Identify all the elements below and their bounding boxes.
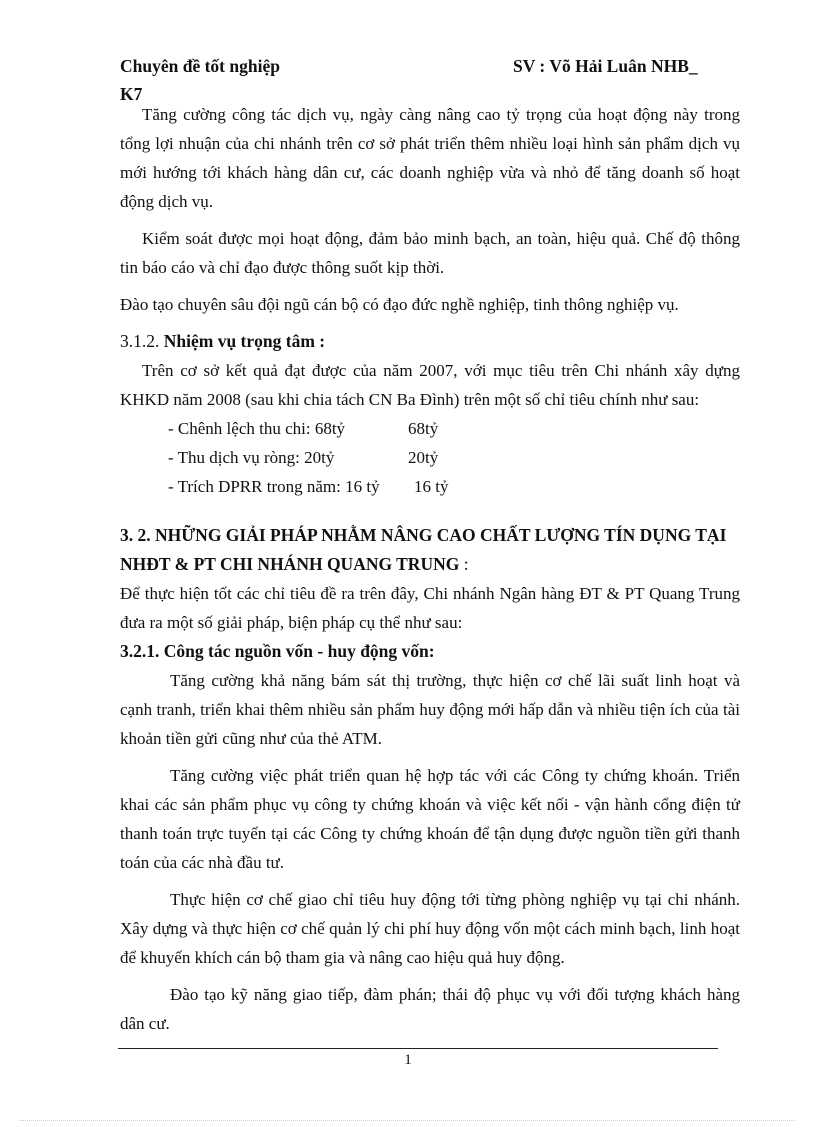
target-label: - Trích DPRR trong năm: 16 tỷ xyxy=(168,477,380,496)
heading-32 xyxy=(120,521,740,579)
header-document-title: Chuyên đề tốt nghiệp xyxy=(120,56,280,76)
paragraph-control: Kiểm soát được mọi hoạt động, đảm bảo minh bạch, an toàn, hiệu quả. Chế độ thông tin báo cáo và chỉ đạo được thông suốt kịp thời. xyxy=(120,229,740,277)
target-label: - Chênh lệch thu chi: 68tỷ xyxy=(168,419,346,438)
paragraph-training: Đào tạo chuyên sâu đội ngũ cán bộ có đạo đức nghề nghiệp, tinh thông nghiệp vụ. xyxy=(120,295,679,314)
header-student-name: SV : Võ Hải Luân NHB_ xyxy=(513,56,698,76)
paragraph-321-skills: Đào tạo kỹ năng giao tiếp, đàm phán; thái độ phục vụ với đối tượng khách hàng dân cư. xyxy=(120,985,740,1033)
list-item xyxy=(168,443,740,472)
page-bottom-edge xyxy=(20,1120,796,1121)
paragraph-321-targets: Thực hiện cơ chế giao chỉ tiêu huy động tới từng phòng nghiệp vụ tại chi nhánh. Xây dựng và thực hiện cơ chế quản lý chi phí huy động vốn một cách minh bạch, linh hoạt để khuyến khích cán bộ tham gia và nâng cao hiệu quả huy động. xyxy=(120,890,740,967)
target-list xyxy=(120,414,740,501)
paragraph-32-intro: Để thực hiện tốt các chỉ tiêu đề ra trên đây, Chi nhánh Ngân hàng ĐT & PT Quang Trung đưa ra một số giải pháp, biện pháp cụ thể như sau: xyxy=(120,584,740,632)
document-body xyxy=(120,100,740,1038)
target-value: 16 tỷ xyxy=(414,477,449,496)
paragraph-312-intro: Trên cơ sở kết quả đạt được của năm 2007, với mục tiêu trên Chi nhánh xây dựng KHKD năm 2008 (sau khi chia tách CN Ba Đình) trên một số chỉ tiêu chính như sau: xyxy=(120,361,740,409)
heading-321: 3.2.1. Công tác nguồn vốn - huy động vốn: xyxy=(120,641,435,661)
list-item xyxy=(168,414,740,443)
list-item xyxy=(168,472,740,501)
target-value: 68tỷ xyxy=(408,419,439,438)
page-number: 1 xyxy=(404,1052,412,1068)
footer-divider xyxy=(118,1048,718,1049)
target-label: - Thu dịch vụ ròng: 20tỷ xyxy=(168,448,335,467)
heading-32-title: NHỮNG GIẢI PHÁP NHẰM NÂNG CAO CHẤT LƯỢNG TÍN DỤNG TẠI NHĐT & PT CHI NHÁNH QUANG TRUNG xyxy=(120,525,727,574)
heading-32-suffix: : xyxy=(459,554,469,574)
heading-312-title: Nhiệm vụ trọng tâm : xyxy=(163,331,326,351)
heading-32-number: 3. 2. xyxy=(120,525,155,545)
paragraph-321-rates: Tăng cường khả năng bám sát thị trường, thực hiện cơ chế lãi suất linh hoạt và cạnh tranh, triển khai thêm nhiều sản phẩm huy động mới hấp dẫn và nhiều tiện ích của tài khoản tiền gửi cũng như của thẻ ATM. xyxy=(120,671,740,748)
header-class-code: K7 xyxy=(120,84,143,104)
target-value: 20tỷ xyxy=(408,448,439,467)
heading-312 xyxy=(120,327,740,356)
paragraph-321-securities: Tăng cường việc phát triển quan hệ hợp tác với các Công ty chứng khoán. Triển khai các sản phẩm phục vụ công ty chứng khoán và việc kết nối - vận hành cổng điện tử thanh toán trực tuyến tại các Công ty chứng khoán để tận dụng được nguồn tiền gửi thanh toán của các nhà đầu tư. xyxy=(120,766,740,872)
paragraph-service: Tăng cường công tác dịch vụ, ngày càng nâng cao tỷ trọng của hoạt động này trong tổng lợi nhuận của chi nhánh trên cơ sở phát triển thêm nhiều loại hình sản phẩm dịch vụ mới hướng tới khách hàng dân cư, các doanh nghiệp vừa và nhỏ để tăng doanh số hoạt động dịch vụ. xyxy=(120,105,740,211)
heading-312-number: 3.1.2. xyxy=(120,331,164,351)
